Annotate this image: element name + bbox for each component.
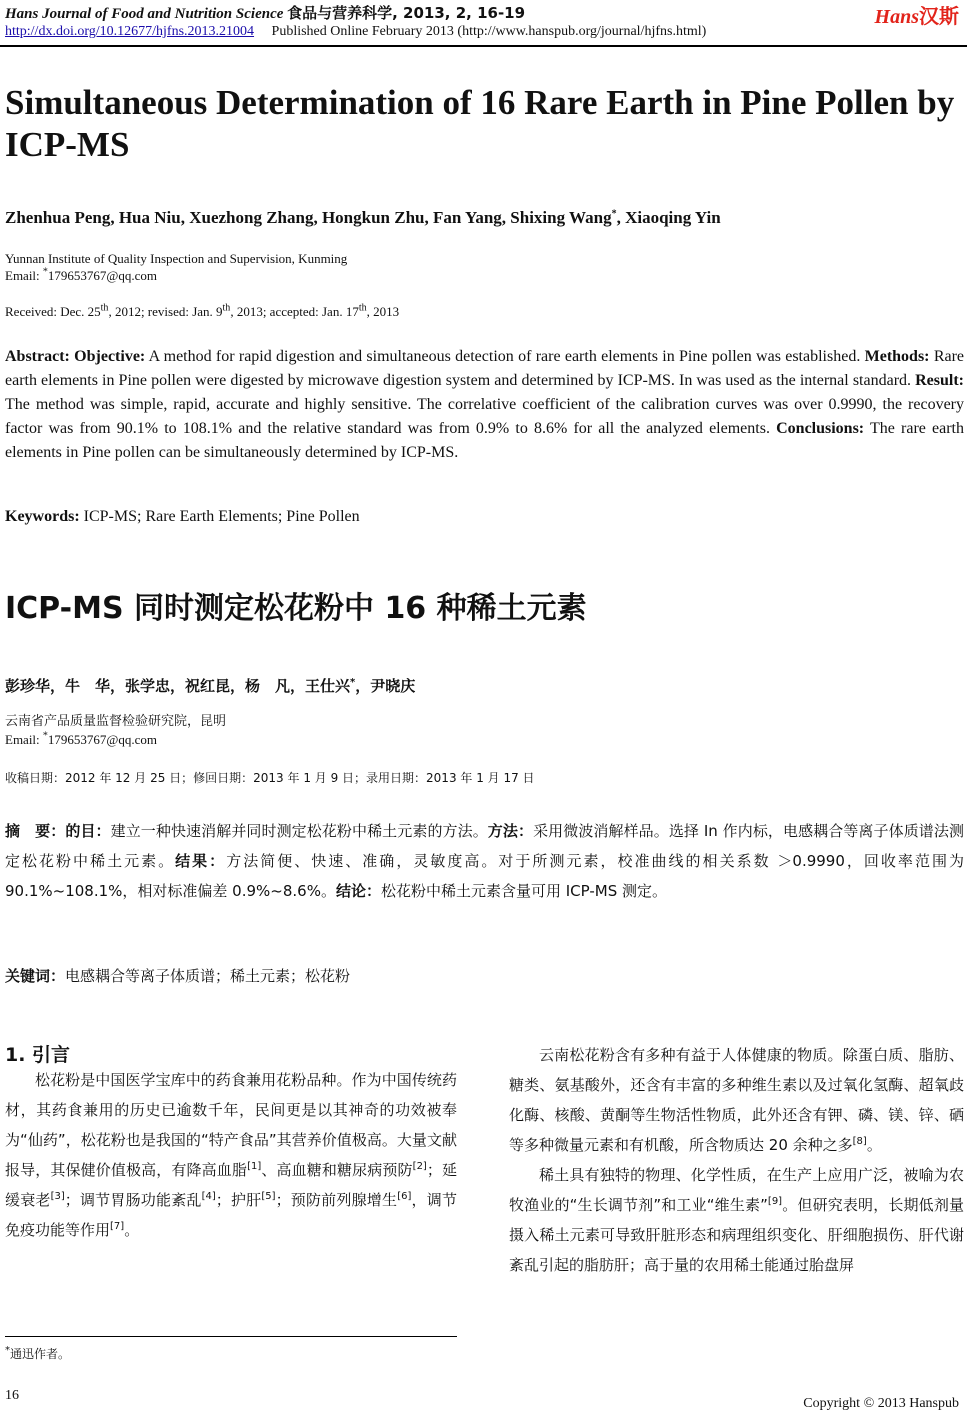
journal-header: [5, 2, 525, 23]
email-cn-line: [5, 731, 226, 749]
authors-cn-main: 彭珍华，牛 华，张学忠，祝红昆，杨 凡，王仕兴: [5, 677, 351, 695]
email-label: Email:: [5, 268, 43, 283]
text-run: 。: [866, 1136, 882, 1154]
keywords-label: Keywords:: [5, 508, 80, 525]
email-mark-cn: *: [42, 730, 48, 742]
paper-title-cn: ICP-MS 同时测定松花粉中 16 种稀土元素: [5, 591, 587, 626]
methods-text: Rare earth elements in Pine pollen were digested by microwave digestion system and determined by ICP-MS. In was used as the internal standard.: [5, 348, 965, 389]
body-column-left: [5, 1065, 457, 1245]
citation-2[interactable]: [2]: [412, 1161, 427, 1172]
keywords-cn: [5, 965, 350, 986]
methods-text-cn: 采用微波消解样品。选择 In 作内标，电感耦合等离子体质谱法测定松花粉中稀土元素。: [5, 822, 964, 870]
citation-9[interactable]: [9]: [767, 1196, 783, 1207]
doi-link[interactable]: http://dx.doi.org/10.12677/hjfns.2013.21004: [5, 24, 255, 39]
authors-en-tail: , Xiaoqing Yin: [616, 208, 721, 227]
revised-date: , 2012; revised: Jan. 9: [108, 304, 223, 319]
citation-4[interactable]: [4]: [201, 1191, 216, 1202]
footnote: [5, 1345, 70, 1362]
logo-latin: Hans: [874, 6, 919, 28]
citation-7[interactable]: [7]: [110, 1221, 125, 1232]
objective-label-cn: 的目：: [65, 822, 111, 840]
section-heading-introduction: 1. 引言: [5, 1044, 71, 1066]
text-run: ；预防前列腺增生: [275, 1191, 398, 1209]
keywords-en: [5, 508, 360, 526]
accepted-sup: th: [358, 302, 367, 314]
text-run: 云南松花粉含有多种有益于人体健康的物质。除蛋白质、脂肪、糖类、氨基酸外，还含有丰富的多种维生素以及过氧化氢酶、超氧歧化酶、核酸、黄酮等生物活性物质，此外还含有钾、磷、镁、锌、硒等多种微量元素和有机酸，所含物质达 20 余种之多: [509, 1046, 964, 1154]
header-divider: [0, 45, 967, 47]
conclusions-text-cn: 松花粉中稀土元素含量可用 ICP-MS 测定。: [380, 882, 668, 900]
footnote-text: 通迅作者。: [10, 1347, 71, 1361]
text-run: ；护肝: [215, 1191, 262, 1209]
copyright-notice: Copyright © 2013 Hanspub: [803, 1396, 959, 1411]
objective-text-cn: 建立一种快速消解并同时测定松花粉中稀土元素的方法。: [110, 822, 488, 840]
text-run: 稀土具有独特的物理、化学性质，在生产上应用广泛，被喻为农牧渔业的“生长调节剂”和工业“维生素”: [509, 1166, 964, 1214]
affiliation-cn-block: [5, 713, 226, 749]
objective-text: A method for rapid digestion and simultaneous detection of rare earth elements in Pine pollen was established.: [148, 348, 861, 365]
abstract-cn: [5, 816, 964, 906]
corresponding-mark: *: [611, 208, 617, 220]
text-run: ；调节胃肠功能紊乱: [64, 1191, 202, 1209]
abstract-label: Abstract:: [5, 348, 70, 365]
result-label: Result:: [915, 372, 965, 389]
authors-en: [5, 208, 721, 228]
abstract-label-cn: 摘 要：: [5, 822, 66, 840]
authors-cn: [5, 675, 415, 696]
methods-label-cn: 方法：: [487, 822, 534, 840]
authors-en-main: Zhenhua Peng, Hua Niu, Xuezhong Zhang, Hongkun Zhu, Fan Yang, Shixing Wang: [5, 208, 612, 227]
affiliation-cn: 云南省产品质量监督检验研究院，昆明: [5, 714, 227, 729]
footnote-mark: *: [5, 1345, 10, 1356]
conclusions-text: The rare earth elements in Pine pollen can be simultaneously determined by ICP-MS.: [5, 420, 964, 461]
corresponding-mark-cn: *: [350, 677, 356, 688]
keywords-text-cn: 电感耦合等离子体质谱；稀土元素；松花粉: [65, 967, 351, 985]
hanspub-logo: [874, 0, 959, 28]
citation-3[interactable]: [3]: [50, 1191, 65, 1202]
text-run: 松花粉是中国医学宝库中的药食兼用花粉品种。作为中国传统药材，其药食兼用的历史已逾数千年，民间更是以其神奇的功效被奉为“仙药”，松花粉也是我国的“特产食品”其营养价值极高。大量文献报导，其保健价值极高，有降高血脂: [5, 1071, 457, 1179]
email-address-cn[interactable]: 179653767@qq.com: [47, 732, 158, 747]
text-run: 。但研究表明，长期低剂量摄入稀土元素可导致肝脏形态和病理组织变化、肝细胞损伤、肝代谢紊乱引起的脂肪肝；高于量的农用稀土能通过胎盘屏: [509, 1196, 964, 1274]
doi-row: [5, 24, 706, 40]
authors-cn-tail: ，尹晓庆: [355, 677, 416, 695]
result-label-cn: 结果：: [175, 852, 227, 870]
text-run: 。: [124, 1221, 140, 1239]
accepted-year: , 2013: [366, 304, 400, 319]
footnote-divider: [5, 1336, 457, 1337]
text-run: 、高血糖和糖尿病预防: [261, 1161, 413, 1179]
email-en-line: [5, 267, 347, 284]
dates-cn: 收稿日期：2012 年 12 月 25 日；修回日期：2013 年 1 月 9 日；录用日期：2013 年 1 月 17 日: [5, 771, 535, 785]
body-column-right: [509, 1040, 964, 1280]
keywords-text: ICP-MS; Rare Earth Elements; Pine Pollen: [83, 508, 360, 525]
right-paragraph-1: [509, 1040, 964, 1160]
methods-label: Methods:: [864, 348, 930, 365]
dates-en: [5, 304, 399, 320]
abstract-en: [5, 345, 964, 465]
received-date: Received: Dec. 25: [5, 304, 101, 319]
email-address[interactable]: 179653767@qq.com: [47, 268, 158, 283]
email-mark: *: [42, 266, 48, 278]
intro-paragraph-1: [5, 1065, 457, 1245]
right-paragraph-2: [509, 1160, 964, 1280]
text-run: ；延缓衰老: [5, 1161, 457, 1209]
paper-title-en: Simultaneous Determination of 16 Rare Earth in Pine Pollen by ICP-MS: [5, 83, 955, 164]
affiliation-en-block: [5, 250, 347, 284]
citation-8[interactable]: [8]: [852, 1136, 867, 1147]
journal-name-en: Hans Journal of Food and Nutrition Science: [5, 6, 284, 22]
published-online: Published Online February 2013 (http://www.hanspub.org/journal/hjfns.html): [271, 24, 707, 39]
citation-6[interactable]: [6]: [397, 1191, 412, 1202]
revised-sup: th: [222, 302, 231, 314]
text-run: ，调节免疫功能等作用: [5, 1191, 457, 1239]
page-number: 16: [5, 1388, 19, 1403]
conclusions-label-cn: 结论：: [335, 882, 381, 900]
email-label-cn: Email:: [5, 732, 43, 747]
received-sup: th: [100, 302, 109, 314]
conclusions-label: Conclusions:: [776, 420, 865, 437]
result-text-cn: 方法简便、快速、准确，灵敏度高。对于所测元素，校准曲线的相关系数 ＞0.9990，回收率范围为 90.1%~108.1%，相对标准偏差 0.9%~8.6%。: [5, 852, 964, 900]
citation-5[interactable]: [5]: [261, 1191, 276, 1202]
keywords-label-cn: 关键词：: [5, 967, 66, 985]
logo-cn: 汉斯: [919, 4, 959, 28]
accepted-date: , 2013; accepted: Jan. 17: [230, 304, 359, 319]
result-text: The method was simple, rapid, accurate and highly sensitive. The correlative coefficient of the calibration curves was over 0.9990, the recovery factor was from 90.1% to 108.1% and the relative standard was from 0.9% to 8.6% for all the analyzed elements.: [5, 396, 964, 437]
journal-name-cn: 食品与营养科学, 2013, 2, 16-19: [287, 4, 526, 22]
affiliation-en: Yunnan Institute of Quality Inspection and Supervision, Kunming: [5, 251, 348, 266]
objective-label: Objective:: [74, 348, 146, 365]
citation-1[interactable]: [1]: [247, 1161, 262, 1172]
